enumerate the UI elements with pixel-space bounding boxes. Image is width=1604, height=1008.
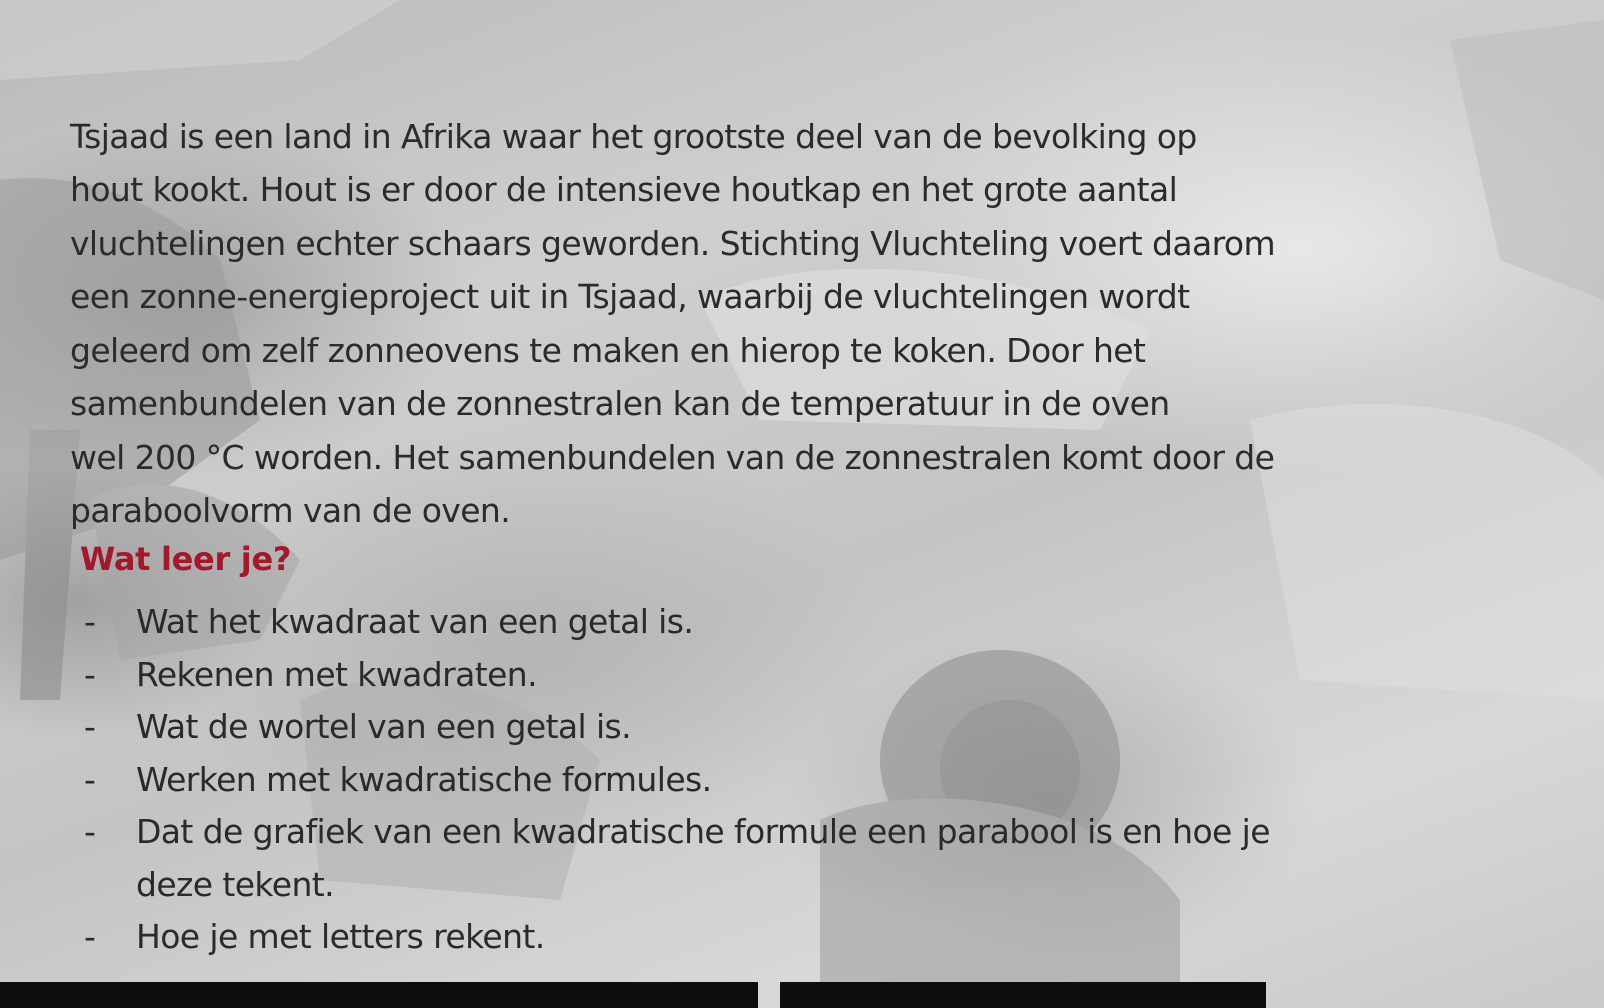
intro-line: vluchtelingen echter schaars geworden. Stichting Vluchteling voert daarom bbox=[70, 223, 1275, 263]
bullet-dash: - bbox=[84, 707, 96, 746]
list-item bbox=[80, 806, 1340, 911]
bullet-dash: - bbox=[84, 812, 96, 851]
list-item bbox=[80, 649, 1340, 702]
list-item bbox=[80, 911, 1340, 964]
intro-line: een zonne-energieproject uit in Tsjaad, waarbij de vluchtelingen wordt bbox=[70, 277, 1190, 316]
intro-line: geleerd om zelf zonneovens te maken en hierop te koken. Door het bbox=[70, 330, 1146, 370]
list-item bbox=[80, 701, 1340, 754]
section-heading: Wat leer je? bbox=[80, 540, 292, 578]
list-item-text: Hoe je met letters rekent. bbox=[136, 917, 545, 956]
bullet-dash: - bbox=[84, 654, 96, 694]
intro-paragraph bbox=[70, 56, 1370, 538]
list-item-text: Dat de grafiek van een kwadratische formule een parabool is en hoe je deze tekent. bbox=[136, 812, 1270, 904]
bullet-dash: - bbox=[84, 602, 96, 641]
intro-line: paraboolvorm van de oven. bbox=[70, 491, 511, 530]
bullet-dash: - bbox=[84, 759, 96, 799]
intro-line: wel 200 °C worden. Het samenbundelen van de zonnestralen komt door de bbox=[70, 437, 1275, 477]
list-item bbox=[80, 596, 1340, 649]
list-item-text: Wat het kwadraat van een getal is. bbox=[136, 602, 694, 641]
list-item-text: Wat de wortel van een getal is. bbox=[136, 707, 632, 746]
learning-goals-list bbox=[80, 596, 1340, 964]
intro-line: samenbundelen van de zonnestralen kan de temperatuur in de oven bbox=[70, 384, 1170, 423]
bullet-dash: - bbox=[84, 917, 96, 956]
list-item-text: Rekenen met kwadraten. bbox=[136, 654, 537, 694]
intro-line: Tsjaad is een land in Afrika waar het grootste deel van de bevolking op bbox=[70, 116, 1197, 156]
list-item bbox=[80, 754, 1340, 807]
image-frame-right bbox=[780, 982, 1266, 1008]
intro-line: hout kookt. Hout is er door de intensieve houtkap en het grote aantal bbox=[70, 170, 1178, 209]
list-item-text: Werken met kwadratische formules. bbox=[136, 759, 712, 799]
image-frame-left bbox=[0, 982, 758, 1008]
